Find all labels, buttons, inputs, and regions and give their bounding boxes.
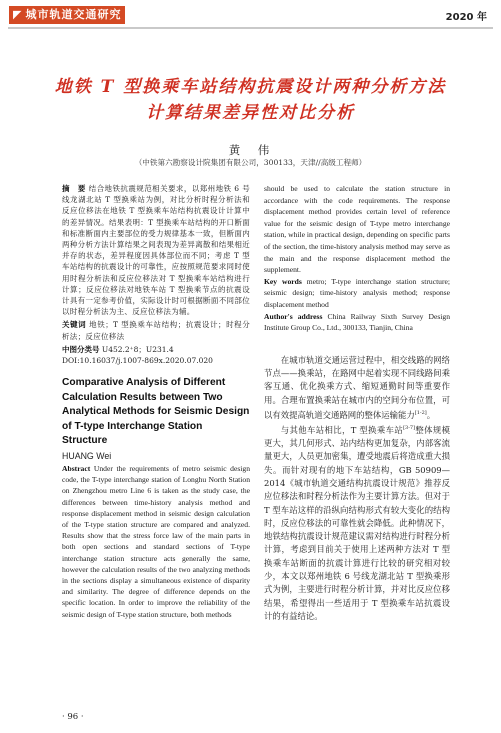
page-number: · 96 · xyxy=(62,712,84,722)
body-text xyxy=(264,354,450,624)
en-keywords xyxy=(264,276,450,311)
author: 黄 伟 xyxy=(228,143,273,157)
body-paragraph-1 xyxy=(264,354,450,422)
citation-ref: [3-7] xyxy=(403,425,416,431)
clc-label: 中图分类号 xyxy=(62,344,100,354)
body-p2-text: 与其他车站相比，T 型换乘车站 xyxy=(280,424,404,435)
en-keywords-label: Key words xyxy=(264,276,302,286)
journal-logo-mark-icon: ◤ xyxy=(13,8,23,21)
page-header xyxy=(0,0,501,30)
cn-abstract-label: 摘 要 xyxy=(62,184,86,193)
en-abstract-continued: should be used to calculate the station structure in accordance with the code requirements. The response displacement method provides certain level of reference value for the seismic design of T-type metro interchange station, while in practical design, depending on specific parts of the section, the time-history analysis method may serve as the main and the response displacement method the supplement. xyxy=(264,184,450,275)
clc-value: U452.2⁺8；U231.4 xyxy=(101,344,174,354)
body-paragraph-2 xyxy=(264,422,450,623)
right-column xyxy=(264,183,450,623)
author-address xyxy=(264,311,450,334)
title-line-2: 计算结果差异性对比分析 xyxy=(146,103,355,123)
clc-number xyxy=(62,344,250,355)
en-abstract-text: Under the requirements of metro seismic design code, the T-type interchange station of Longhu North Station on Zhengzhou metro Line 6 is taken as the study case, the differences between time-history analysis method and response displacement method in seismic design calculation of the T-type station structure are compared and analyzed. Results show that the stress force law of the main parts in both open sections and standard sections of T-type interchange station structure acts generally the same, however the calculation results of the two analyzing methods in the sections display a simultaneous existence of disparity and similarity. The degree of difference depends on the specific location. In order to improve the reliability of the seismic design of T-type station structure, both methods xyxy=(62,463,250,619)
cn-keywords xyxy=(62,319,250,341)
left-column xyxy=(62,183,250,620)
cn-abstract-text: 结合地铁抗震规范相关要求，以郑州地铁 6 号线龙湖北站 T 型换乘站为例，对比分析时程分析法和反应位移法在地铁 T 型换乘车站结构抗震设计计算中的差异情况。结果表明：T 型换乘车站结构的开口断面和标准断面内主要部位的受力规律基本一致，但断面内两种分析方法计算结果之间表现为差异离散和结果相近并存的状态，差异程度因具体部位而不同；考虑 T 型车站结构的抗震设计的可靠性，应按照规范要求同时使用时程分析法和反应位移法对 T 型换乘车站结构进行计算；反应位移法对地铁车站 T 型换乘节点的抗震设计具有一定参考价值，实际设计时可根据断面不同部位以时程分析法为主、反应位移法为辅。 xyxy=(62,184,251,317)
author-address-text: China Railway Sixth Survey Design Institute Group Co., Ltd., 300133, Tianjin, China xyxy=(264,311,450,333)
doi: DOI:10.16037/j.1007-869x.2020.07.020 xyxy=(62,356,213,366)
en-title: Comparative Analysis of Different Calculation Results between Two Analytical Methods for Seismic Design of T-type Interchange Station Structure xyxy=(62,377,250,447)
cn-abstract xyxy=(62,183,250,317)
en-keywords-text: metro; T-type interchange station structure; seismic design; time-history analysis method; response displacement method xyxy=(264,276,450,309)
cn-keywords-label: 关键词 xyxy=(62,320,87,330)
body-p1-end: 。 xyxy=(426,409,436,420)
en-author: HUANG Wei xyxy=(62,450,112,461)
body-p1-text: 在城市轨道交通运营过程中，相交线路的网络节点——换乘站，在路网中起着实现不同线路间乘客互通、优化换乘方式、缩短通勤时间等重要作用。合理布置换乘站在城市内的空间分布位置，可以有效提高轨道交通路网的整体运输能力 xyxy=(264,354,450,420)
title-line-1: 地铁 T 型换乘车站结构抗震设计两种分析方法 xyxy=(54,77,447,97)
author-address-label: Author's address xyxy=(264,311,323,321)
body-p2-rest: 整体规模更大，其几何形式、站内结构更加复杂，内部客流量更大，人员更加密集，遭受地震后将造成重大损失。而针对现有的地下车站结构，GB 50909—2014《城市轨道交通结构抗震设计规范》推荐反应位移法和时程分析法作为主要计算方法。但对于 T 型车站这样的沿纵向结构形式有较大变化的结构时，反应位移法的可靠性就会降低。此种情况下，地铁结构抗震设计规范建议需对结构进行时程分析计算，考虑到目前关于使用上述两种方法对 T 型换乘车站断面的抗震计算进行比较的研究相对较少，本文以郑州地铁 6 号线龙湖北站 T 型换乘形式为例，主要进行时程分析计算，并对比反应位移结果，希望得出一些适用于 T 型换乘车站抗震设计的有益结论。 xyxy=(264,424,451,621)
journal-name: 城市轨道交通研究 xyxy=(25,8,122,21)
citation-ref: [1-2] xyxy=(414,409,427,416)
cn-keywords-text: 地铁；T 型换乘车站结构；抗震设计；时程分析法；反应位移法 xyxy=(62,320,251,341)
journal-logo xyxy=(9,6,125,24)
en-abstract xyxy=(62,463,250,620)
header-rule xyxy=(8,27,493,29)
header-year: 2020 年 xyxy=(445,12,487,23)
affiliation: （中铁第六勘察设计院集团有限公司，300133，天津//高级工程师） xyxy=(134,158,367,167)
en-abstract-label: Abstract xyxy=(62,463,91,473)
